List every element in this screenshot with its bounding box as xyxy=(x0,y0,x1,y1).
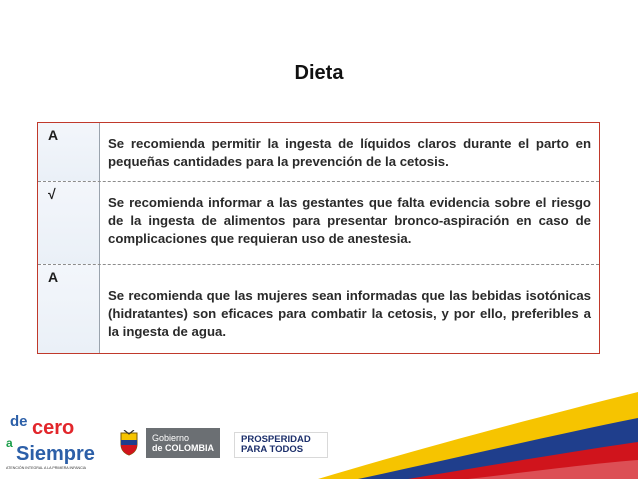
logo-text-cero: cero xyxy=(32,417,75,439)
gov-badge xyxy=(146,428,220,458)
logo-text-siempre: Siempre xyxy=(16,443,95,465)
recommendations-table xyxy=(37,122,600,354)
logo-text-a: a xyxy=(6,436,13,450)
logo-tagline: ATENCIÓN INTEGRAL A LA PRIMERA INFANCIA xyxy=(6,466,87,470)
gov-line-1: Gobierno xyxy=(152,433,190,443)
gobierno-de-colombia-logo xyxy=(118,428,220,458)
prosperidad-para-todos-logo xyxy=(234,432,328,458)
footer xyxy=(0,392,638,479)
grade-cell: A xyxy=(38,265,100,353)
gov-line-2: de COLOMBIA xyxy=(152,443,214,453)
grade-cell: A xyxy=(38,123,100,181)
colombia-coat-of-arms-icon xyxy=(118,430,140,456)
de-cero-a-siempre-logo xyxy=(4,410,108,472)
recommendation-text: Se recomienda que las mujeres sean informadas que las bebidas isotónicas (hidratantes) son eficaces para combatir la cetosis, y por ello, preferibles a la ingesta de agua. xyxy=(108,288,591,339)
prosperidad-line-2: PARA TODOS xyxy=(241,444,304,455)
flag-swoosh-decoration xyxy=(318,392,638,479)
recommendation-row xyxy=(38,264,599,353)
slide-title: Dieta xyxy=(294,62,344,84)
recommendation-row xyxy=(38,181,599,264)
grade-cell: √ xyxy=(38,182,100,264)
recommendation-row xyxy=(38,123,599,181)
recommendation-text: Se recomienda informar a las gestantes que falta evidencia sobre el riesgo de la ingesta de alimentos para presentar bronco-aspiración en caso de complicaciones que requieran uso de anestesia. xyxy=(108,195,591,246)
recommendation-text: Se recomienda permitir la ingesta de líquidos claros durante el parto en pequeñas cantidades para la prevención de la cetosis. xyxy=(108,136,591,169)
prosperidad-line-1: PROSPERIDAD xyxy=(241,434,311,445)
logo-text-de: de xyxy=(10,413,28,430)
